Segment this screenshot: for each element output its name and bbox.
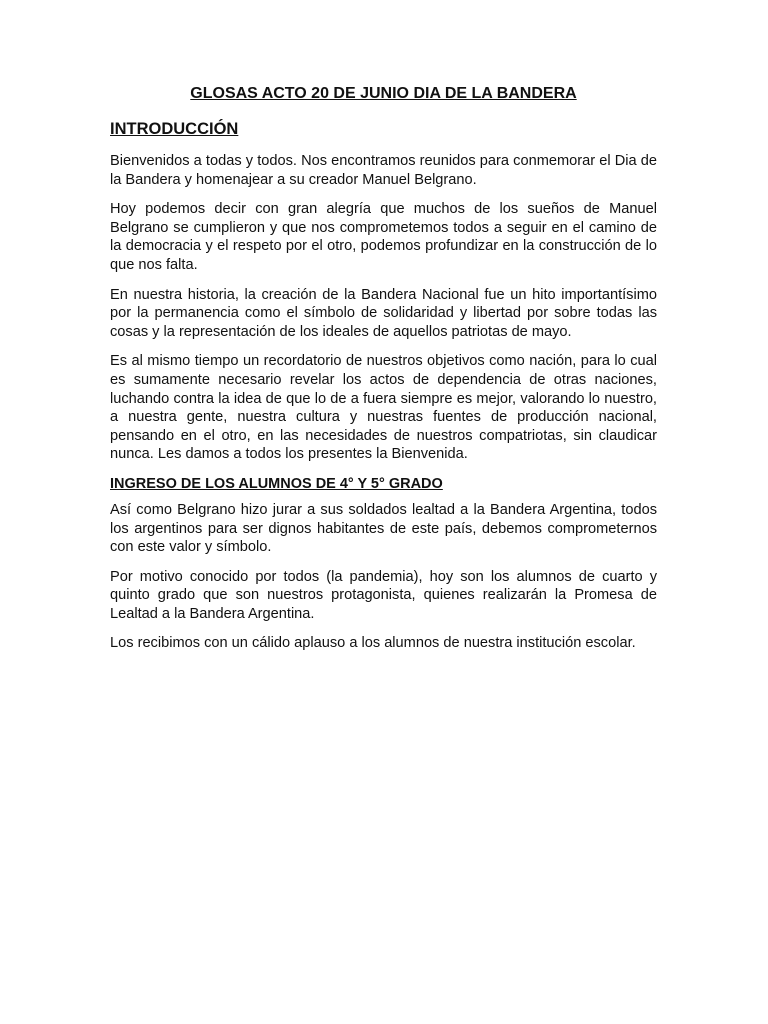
- section-ingreso-alumnos: [110, 475, 657, 653]
- paragraph: Hoy podemos decir con gran alegría que muchos de los sueños de Manuel Belgrano se cumplieron y que nos comprometemos todos a seguir en el camino de la democracia y el respeto por el otro, podemos profundizar en la construcción de lo que nos falta.: [110, 201, 657, 273]
- section-introduccion: [110, 118, 657, 464]
- document-page: [110, 84, 657, 664]
- document-title: GLOSAS ACTO 20 DE JUNIO DIA DE LA BANDERA: [190, 85, 577, 102]
- section-heading-introduccion: INTRODUCCIÓN: [110, 120, 239, 138]
- paragraph: Así como Belgrano hizo jurar a sus soldados lealtad a la Bandera Argentina, todos los argentinos para ser dignos habitantes de este país, debemos comprometernos con este valor y símbolo.: [110, 501, 657, 556]
- paragraph: Por motivo conocido por todos (la pandemia), hoy son los alumnos de cuarto y quinto grado que son nuestros protagonista, quienes realizarán la Promesa de Lealtad a la Bandera Argentina.: [110, 568, 657, 622]
- paragraph: Es al mismo tiempo un recordatorio de nuestros objetivos como nación, para lo cual es sumamente necesario revelar los actos de dependencia de otras naciones, luchando contra la idea de que lo de a fuera siempre es mejor, valorando lo nuestro, a nuestra gente, nuestra cultura y nuestras fuentes de producción nacional, pensando en el otro, en las necesidades de nuestros compatriotas, sin claudicar nunca. Les damos a todos los presentes la Bienvenida.: [110, 353, 657, 463]
- paragraph: Bienvenidos a todas y todos. Nos encontramos reunidos para conmemorar el Dia de la Bandera y homenajear a su creador Manuel Belgrano.: [110, 153, 657, 188]
- section-heading-ingreso-alumnos: INGRESO DE LOS ALUMNOS DE 4° Y 5° GRADO: [110, 475, 443, 492]
- paragraph: Los recibimos con un cálido aplauso a los alumnos de nuestra institución escolar.: [110, 635, 636, 652]
- paragraph: En nuestra historia, la creación de la Bandera Nacional fue un hito importantísimo por la permanencia como el símbolo de solidaridad y libertad por sobre todas las cosas y la representación de los ideales de aquellos patriotas de mayo.: [110, 286, 657, 340]
